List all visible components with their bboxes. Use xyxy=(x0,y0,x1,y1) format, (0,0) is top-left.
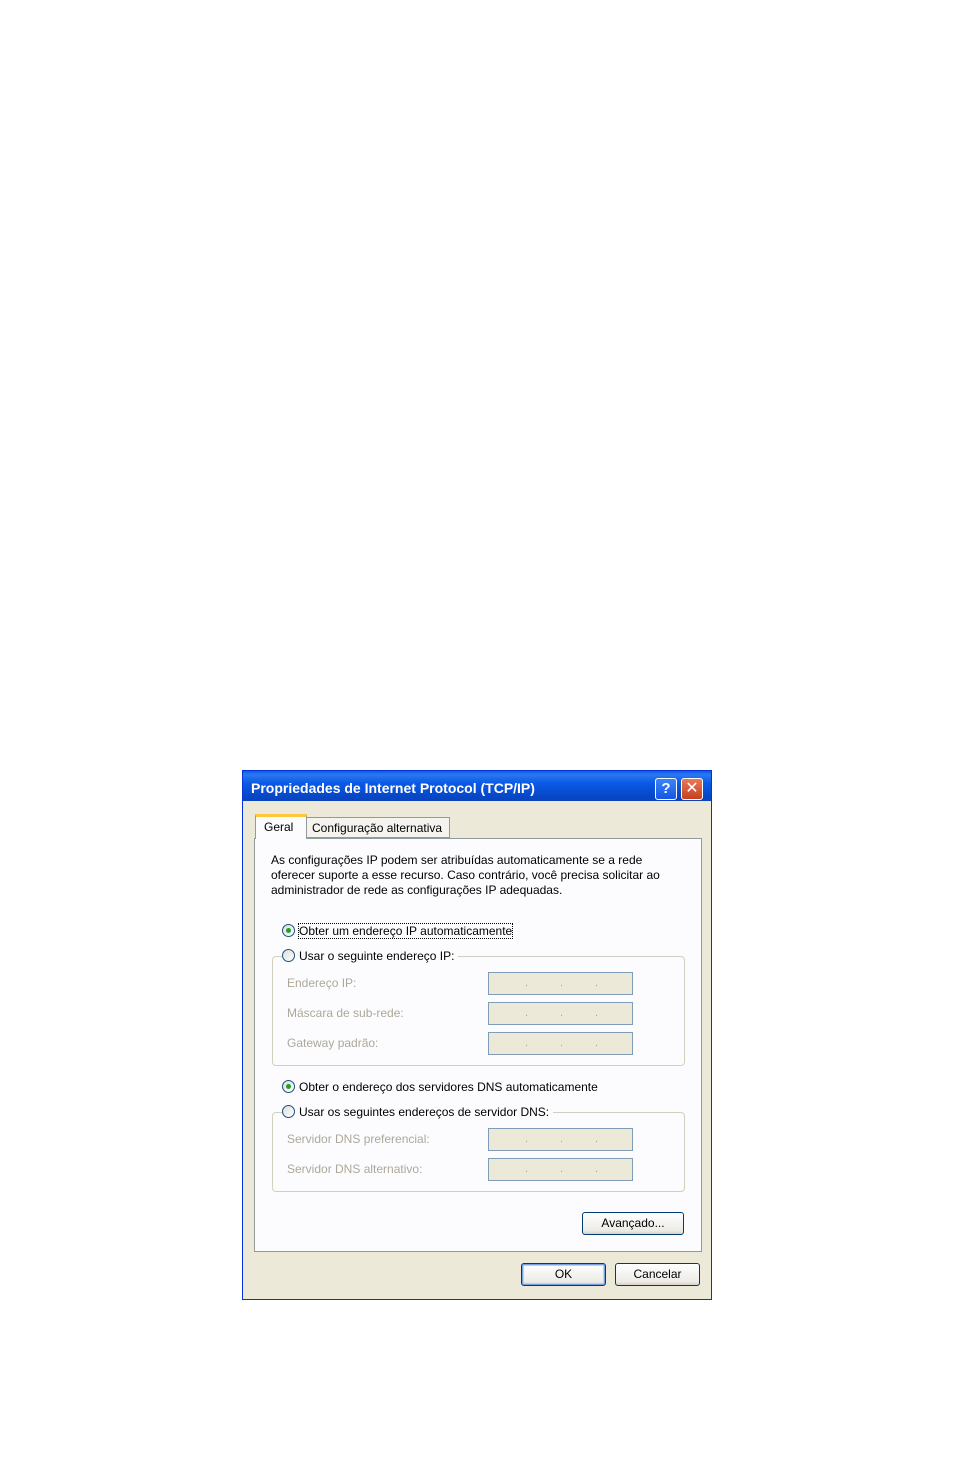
ip-address-label: Endereço IP: xyxy=(287,976,357,990)
default-gateway-input: . . . xyxy=(488,1032,633,1055)
ip-address-input: . . . xyxy=(488,972,633,995)
ip-auto-option[interactable] xyxy=(282,923,516,938)
ip-auto-radio[interactable] xyxy=(282,924,295,937)
dns-auto-option[interactable] xyxy=(282,1079,602,1094)
tcpip-properties-dialog xyxy=(242,770,712,1300)
ip-manual-option[interactable] xyxy=(282,948,458,963)
dns-manual-option[interactable] xyxy=(282,1104,553,1119)
advanced-button[interactable]: Avançado... xyxy=(582,1212,684,1235)
default-gateway-label: Gateway padrão: xyxy=(287,1036,379,1050)
preferred-dns-input: . . . xyxy=(488,1128,633,1151)
ip-manual-radio[interactable] xyxy=(282,949,295,962)
alternate-dns-label: Servidor DNS alternativo: xyxy=(287,1162,423,1176)
dns-manual-radio[interactable] xyxy=(282,1105,295,1118)
help-button[interactable] xyxy=(655,778,677,800)
dns-auto-radio[interactable] xyxy=(282,1080,295,1093)
tab-geral-label: Geral xyxy=(264,820,294,834)
ip-manual-label: Usar o seguinte endereço IP: xyxy=(299,948,455,963)
close-button[interactable] xyxy=(681,778,703,800)
title-bar[interactable] xyxy=(243,771,711,801)
preferred-dns-label: Servidor DNS preferencial: xyxy=(287,1132,430,1146)
cancel-button[interactable]: Cancelar xyxy=(615,1263,700,1286)
dns-auto-label: Obter o endereço dos servidores DNS automaticamente xyxy=(299,1079,598,1094)
subnet-mask-label: Máscara de sub-rede: xyxy=(287,1006,404,1020)
tab-configuracao-alternativa-label: Configuração alternativa xyxy=(312,821,443,835)
ok-button[interactable]: OK xyxy=(521,1263,606,1286)
window-title: Propriedades de Internet Protocol (TCP/IP) xyxy=(251,780,535,796)
tab-geral[interactable] xyxy=(255,814,307,839)
dns-manual-label: Usar os seguintes endereços de servidor DNS: xyxy=(299,1104,550,1119)
alternate-dns-input: . . . xyxy=(488,1158,633,1181)
description-text: As configurações IP podem ser atribuídas automaticamente se a rede oferecer suporte a esse recurso. Caso contrário, você precisa solicitar ao administrador de rede as configurações IP adequadas. xyxy=(271,853,660,897)
tab-panel-geral xyxy=(254,838,702,1252)
close-icon: ✕ xyxy=(685,780,699,797)
question-icon: ? xyxy=(661,780,671,797)
subnet-mask-input: . . . xyxy=(488,1002,633,1025)
ip-auto-label: Obter um endereço IP automaticamente xyxy=(299,923,513,938)
tab-configuracao-alternativa[interactable] xyxy=(307,817,450,838)
